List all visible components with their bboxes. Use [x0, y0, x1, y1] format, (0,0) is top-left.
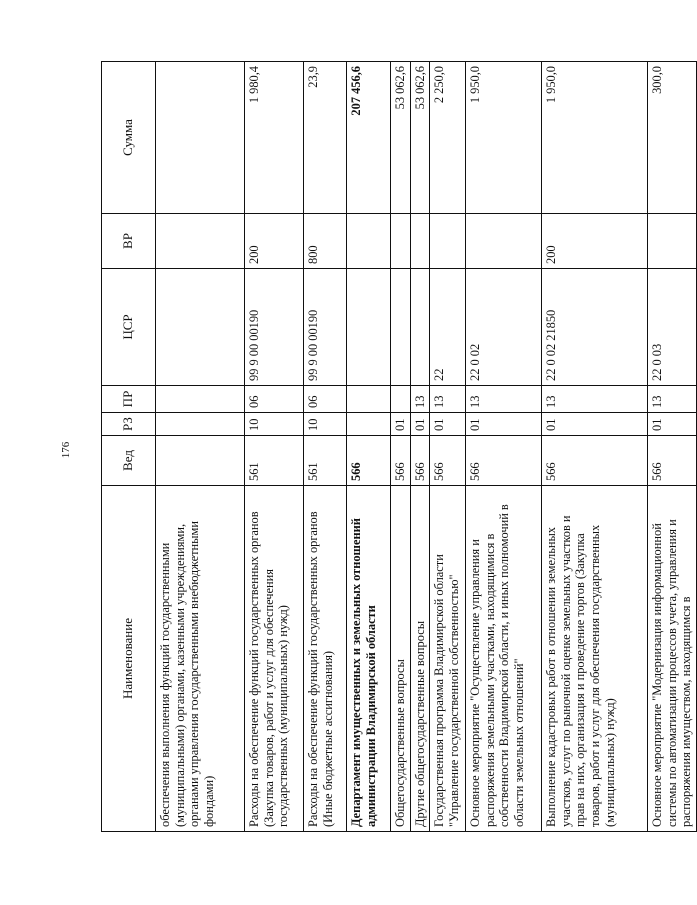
row-sum: 1 980,4 [245, 62, 304, 214]
row-csr: 22 0 02 21850 [542, 269, 648, 386]
row-csr: 99 9 00 00190 [245, 269, 304, 386]
row-ved: 566 [648, 436, 697, 486]
row-csr: 22 0 03 [648, 269, 697, 386]
row-ved: 566 [430, 436, 466, 486]
row-name: Основное мероприятие "Модернизация информационной системы по автоматизации процессов учета, управления и распоряжения имуществом, находящимся в [648, 486, 697, 832]
header-name: Наименование [102, 486, 156, 832]
table-row [648, 62, 697, 832]
row-ved: 566 [347, 436, 391, 486]
budget-table-rotated [101, 62, 694, 832]
row-name: Основное мероприятие "Осуществление управления и распоряжения земельными участками, находящимися в собственности Владимирской области, и иных полномочий в области земельных отношений" [466, 486, 542, 832]
row-vr: 800 [304, 214, 347, 269]
row-rz: 01 [430, 413, 466, 436]
row-vr: 200 [245, 214, 304, 269]
table-row [347, 62, 391, 832]
row-sum: 300,0 [648, 62, 697, 214]
row-sum: 207 456,6 [347, 62, 391, 214]
row-sum: 53 062,6 [391, 62, 411, 214]
row-vr [347, 214, 391, 269]
row-ved: 566 [466, 436, 542, 486]
row-pr: 13 [430, 386, 466, 413]
header-row [102, 62, 156, 832]
row-sum: 1 950,0 [542, 62, 648, 214]
row-pr: 06 [245, 386, 304, 413]
row-rz: 01 [466, 413, 542, 436]
row-rz: 01 [542, 413, 648, 436]
row-rz [347, 413, 391, 436]
row-csr: 99 9 00 00190 [304, 269, 347, 386]
row-vr [466, 214, 542, 269]
row-pr: 13 [542, 386, 648, 413]
row-pr: 13 [466, 386, 542, 413]
row-rz: 10 [304, 413, 347, 436]
row-pr: 06 [304, 386, 347, 413]
table-row [391, 62, 411, 832]
header-ved: Вед [102, 436, 156, 486]
table-row [245, 62, 304, 832]
row-rz: 01 [391, 413, 411, 436]
row-sum [156, 62, 245, 214]
table-row [410, 62, 430, 832]
row-rz: 01 [648, 413, 697, 436]
table-row [466, 62, 542, 832]
row-csr [391, 269, 411, 386]
row-vr [648, 214, 697, 269]
row-sum: 2 250,0 [430, 62, 466, 214]
header-csr: ЦСР [102, 269, 156, 386]
row-rz [156, 413, 245, 436]
row-name: Расходы на обеспечение функций государственных органов (Иные бюджетные ассигнования) [304, 486, 347, 832]
header-rz: РЗ [102, 413, 156, 436]
row-ved: 561 [245, 436, 304, 486]
row-pr [347, 386, 391, 413]
row-csr: 22 0 02 [466, 269, 542, 386]
row-csr [347, 269, 391, 386]
table-row [542, 62, 648, 832]
row-ved: 566 [391, 436, 411, 486]
row-csr [410, 269, 430, 386]
row-ved: 566 [542, 436, 648, 486]
row-name: Департамент имущественных и земельных отношений администрации Владимирской области [347, 486, 391, 832]
table-row [304, 62, 347, 832]
row-pr [156, 386, 245, 413]
row-csr [156, 269, 245, 386]
row-ved: 566 [410, 436, 430, 486]
page-number: 176 [60, 441, 72, 459]
row-name: Расходы на обеспечение функций государственных органов (Закупка товаров, работ и услуг для обеспечения государственных (муниципальных) нужд) [245, 486, 304, 832]
header-vr: ВР [102, 214, 156, 269]
row-sum: 1 950,0 [466, 62, 542, 214]
row-vr: 200 [542, 214, 648, 269]
row-name: Государственная программа Владимирской области "Управление государственной собственностью" [430, 486, 466, 832]
table-row [430, 62, 466, 832]
row-vr [391, 214, 411, 269]
row-name: Выполнение кадастровых работ в отношении земельных участков, услуг по рыночной оценке земельных участков и прав на них, организация и проведение торгов (Закупка товаров, работ и услуг для обеспечения государственных (муниципальных) нужд) [542, 486, 648, 832]
table-row [156, 62, 245, 832]
row-rz: 01 [410, 413, 430, 436]
row-pr: 13 [410, 386, 430, 413]
row-name: Общегосударственные вопросы [391, 486, 411, 832]
row-ved: 561 [304, 436, 347, 486]
row-name: обеспечения выполнения функций государственными (муниципальными) органами, казенными учреждениями, органами управления государственными внебюджетными фондами) [156, 486, 245, 832]
row-vr [430, 214, 466, 269]
budget-table [101, 61, 697, 832]
row-sum: 53 062,6 [410, 62, 430, 214]
header-pr: ПР [102, 386, 156, 413]
row-rz: 10 [245, 413, 304, 436]
row-vr [156, 214, 245, 269]
row-name: Другие общегосударственные вопросы [410, 486, 430, 832]
row-csr: 22 [430, 269, 466, 386]
row-pr: 13 [648, 386, 697, 413]
row-sum: 23,9 [304, 62, 347, 214]
row-ved [156, 436, 245, 486]
row-pr [391, 386, 411, 413]
header-sum: Сумма [102, 62, 156, 214]
row-vr [410, 214, 430, 269]
